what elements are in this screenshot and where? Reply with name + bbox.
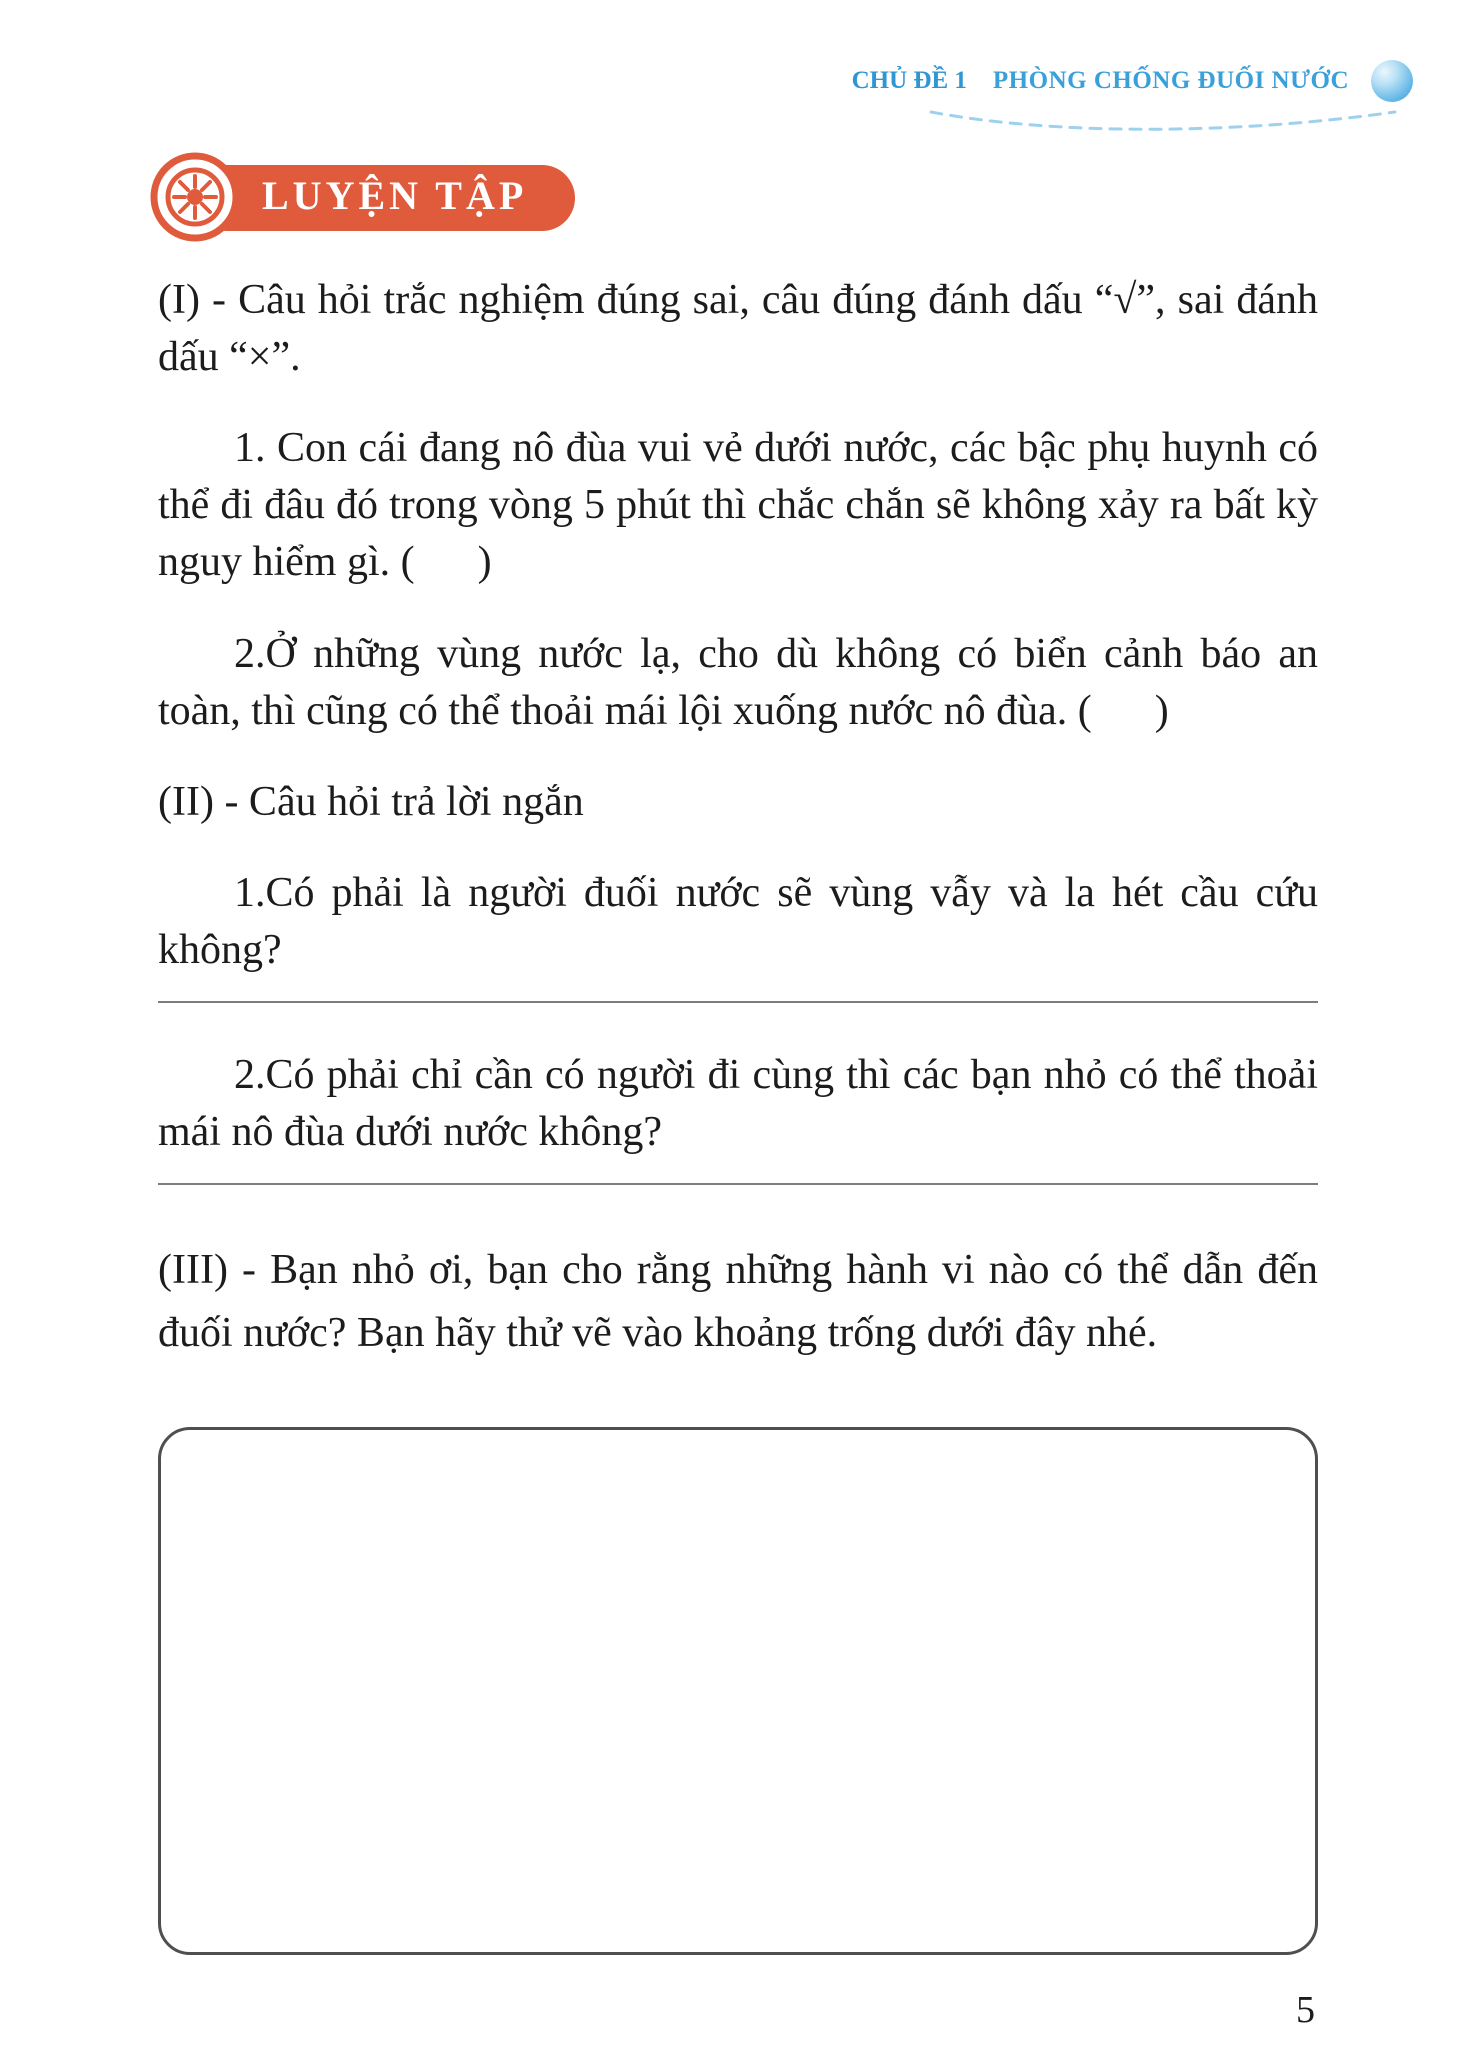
question-1-1: 1. Con cái đang nô đùa vui vẻ dưới nước, các bậc phụ huynh có thể đi đâu đó trong vòng 5 phút thì chắc chắn sẽ không xảy ra bất kỳ nguy hiểm gì. ( ) (158, 425, 1318, 586)
section-3-heading: (III) - Bạn nhỏ ơi, bạn cho rằng những hành vi nào có thể dẫn đến đuối nước? Bạn hãy thử vẽ vào khoảng trống dưới đây nhé. (158, 1247, 1318, 1357)
answer-line-2 (158, 1183, 1318, 1185)
section-2-heading: (II) - Câu hỏi trả lời ngắn (158, 778, 584, 825)
water-ball-icon (1371, 60, 1413, 102)
badge-pill (194, 165, 575, 231)
page-number: 5 (1296, 1989, 1315, 2031)
badge-label: LUYỆN TẬP (262, 173, 528, 218)
question-2-2: 2.Có phải chỉ cần có người đi cùng thì các bạn nhỏ có thể thoải mái nô đùa dưới nước không? (158, 1052, 1318, 1156)
chapter-label: CHỦ ĐỀ 1 (851, 67, 967, 94)
section-badge (150, 152, 575, 244)
drawing-box (158, 1427, 1318, 1955)
section-1-heading: (I) - Câu hỏi trắc nghiệm đúng sai, câu đúng đánh dấu “√”, sai đánh dấu “×”. (158, 277, 1318, 381)
dashed-swash-decoration (929, 106, 1399, 140)
question-1-2: 2.Ở những vùng nước lạ, cho dù không có biển cảnh báo an toàn, thì cũng có thể thoải mái lội xuống nước nô đùa. ( ) (158, 630, 1318, 734)
answer-line-1 (158, 1001, 1318, 1003)
content-column (158, 272, 1318, 1955)
question-2-1: 1.Có phải là người đuối nước sẽ vùng vẫy và la hét cầu cứu không? (158, 869, 1318, 973)
chapter-title: PHÒNG CHỐNG ĐUỐI NƯỚC (992, 67, 1349, 94)
target-wheel-icon (150, 152, 240, 242)
page-header (852, 60, 1413, 102)
